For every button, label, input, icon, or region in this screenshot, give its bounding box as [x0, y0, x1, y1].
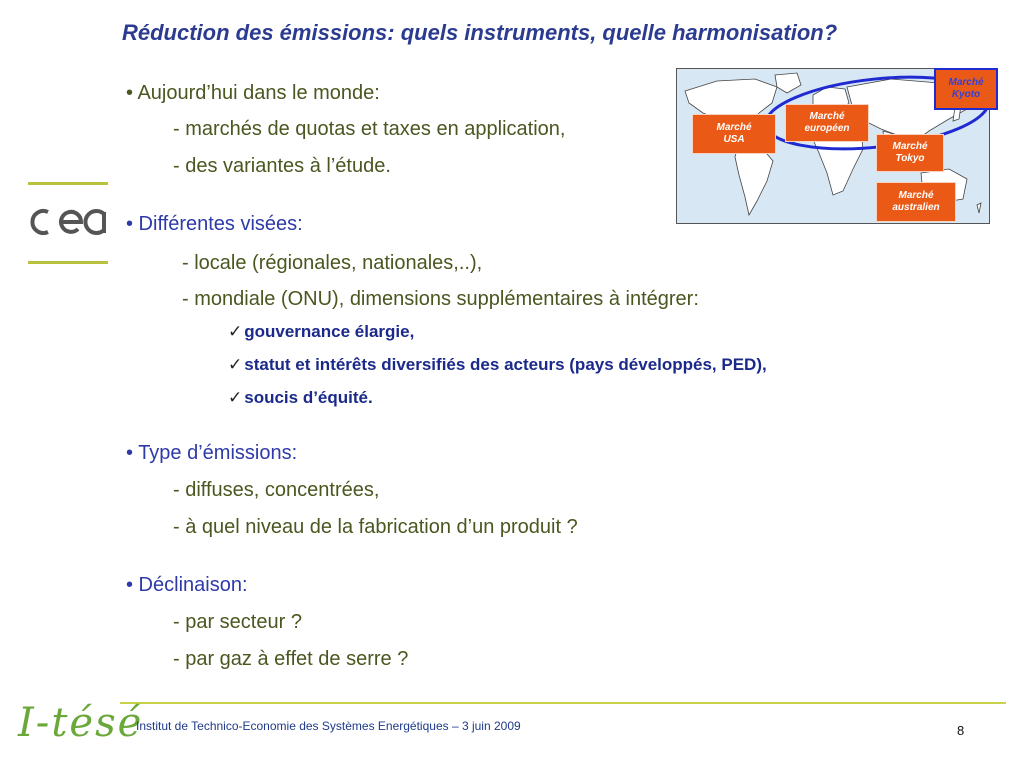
market-kyoto-line1: Marché	[948, 77, 984, 88]
check-item-equity	[228, 388, 373, 408]
aims-item-global: - mondiale (ONU), dimensions supplémentaires à intégrer:	[182, 288, 699, 310]
market-tokyo-box	[876, 134, 944, 172]
slide-title: Réduction des émissions: quels instruments, quelle harmonisation?	[122, 20, 838, 45]
section-aims-heading: • Différentes visées:	[126, 213, 303, 235]
declension-item-sector: - par secteur ?	[173, 611, 302, 633]
aims-item-local: - locale (régionales, nationales,..),	[182, 252, 483, 274]
logo-bottom-rule	[28, 261, 108, 264]
section-today-heading: • Aujourd’hui dans le monde:	[126, 82, 380, 104]
market-australia-line1: Marché	[898, 190, 934, 201]
today-item-quotas: - marchés de quotas et taxes en application,	[173, 118, 566, 140]
emissions-item-level: - à quel niveau de la fabrication d’un produit ?	[173, 516, 578, 538]
emissions-item-diffuse: - diffuses, concentrées,	[173, 479, 380, 501]
market-tokyo-line2: Tokyo	[895, 153, 925, 164]
market-usa-line1: Marché	[716, 122, 752, 133]
footer-institute-date: Institut de Technico-Economie des Systèmes Energétiques – 3 juin 2009	[136, 719, 521, 733]
market-kyoto-line2: Kyoto	[951, 89, 981, 100]
declension-item-gas: - par gaz à effet de serre ?	[173, 648, 409, 670]
check-label-actors: statut et intérêts diversifiés des acteurs (pays développés, PED),	[244, 355, 767, 374]
checkmark-icon: ✓	[228, 388, 243, 407]
footer-rule	[120, 702, 1006, 704]
section-declension-heading: • Déclinaison:	[126, 574, 248, 596]
market-usa-line2: USA	[723, 134, 745, 145]
section-emissions-heading: • Type d’émissions:	[126, 442, 298, 464]
logo-top-rule	[28, 182, 108, 185]
page-number: 8	[957, 723, 965, 738]
market-kyoto-box	[934, 68, 998, 110]
today-item-variants: - des variantes à l’étude.	[173, 155, 391, 177]
itese-logo: I-tésé	[18, 700, 144, 746]
check-label-governance: gouvernance élargie,	[244, 322, 415, 341]
market-eu-box	[785, 104, 869, 142]
market-tokyo-line1: Marché	[892, 141, 928, 152]
market-australia-box	[876, 182, 956, 222]
market-australia-line2: australien	[892, 202, 940, 213]
cea-logo	[28, 202, 108, 242]
market-eu-line1: Marché	[809, 111, 845, 122]
check-item-governance	[228, 322, 414, 342]
market-eu-line2: européen	[804, 123, 850, 134]
check-label-equity: soucis d’équité.	[244, 388, 373, 407]
checkmark-icon: ✓	[228, 355, 243, 374]
checkmark-icon: ✓	[228, 322, 243, 341]
check-item-actors	[228, 355, 767, 375]
market-usa-box	[692, 114, 776, 154]
